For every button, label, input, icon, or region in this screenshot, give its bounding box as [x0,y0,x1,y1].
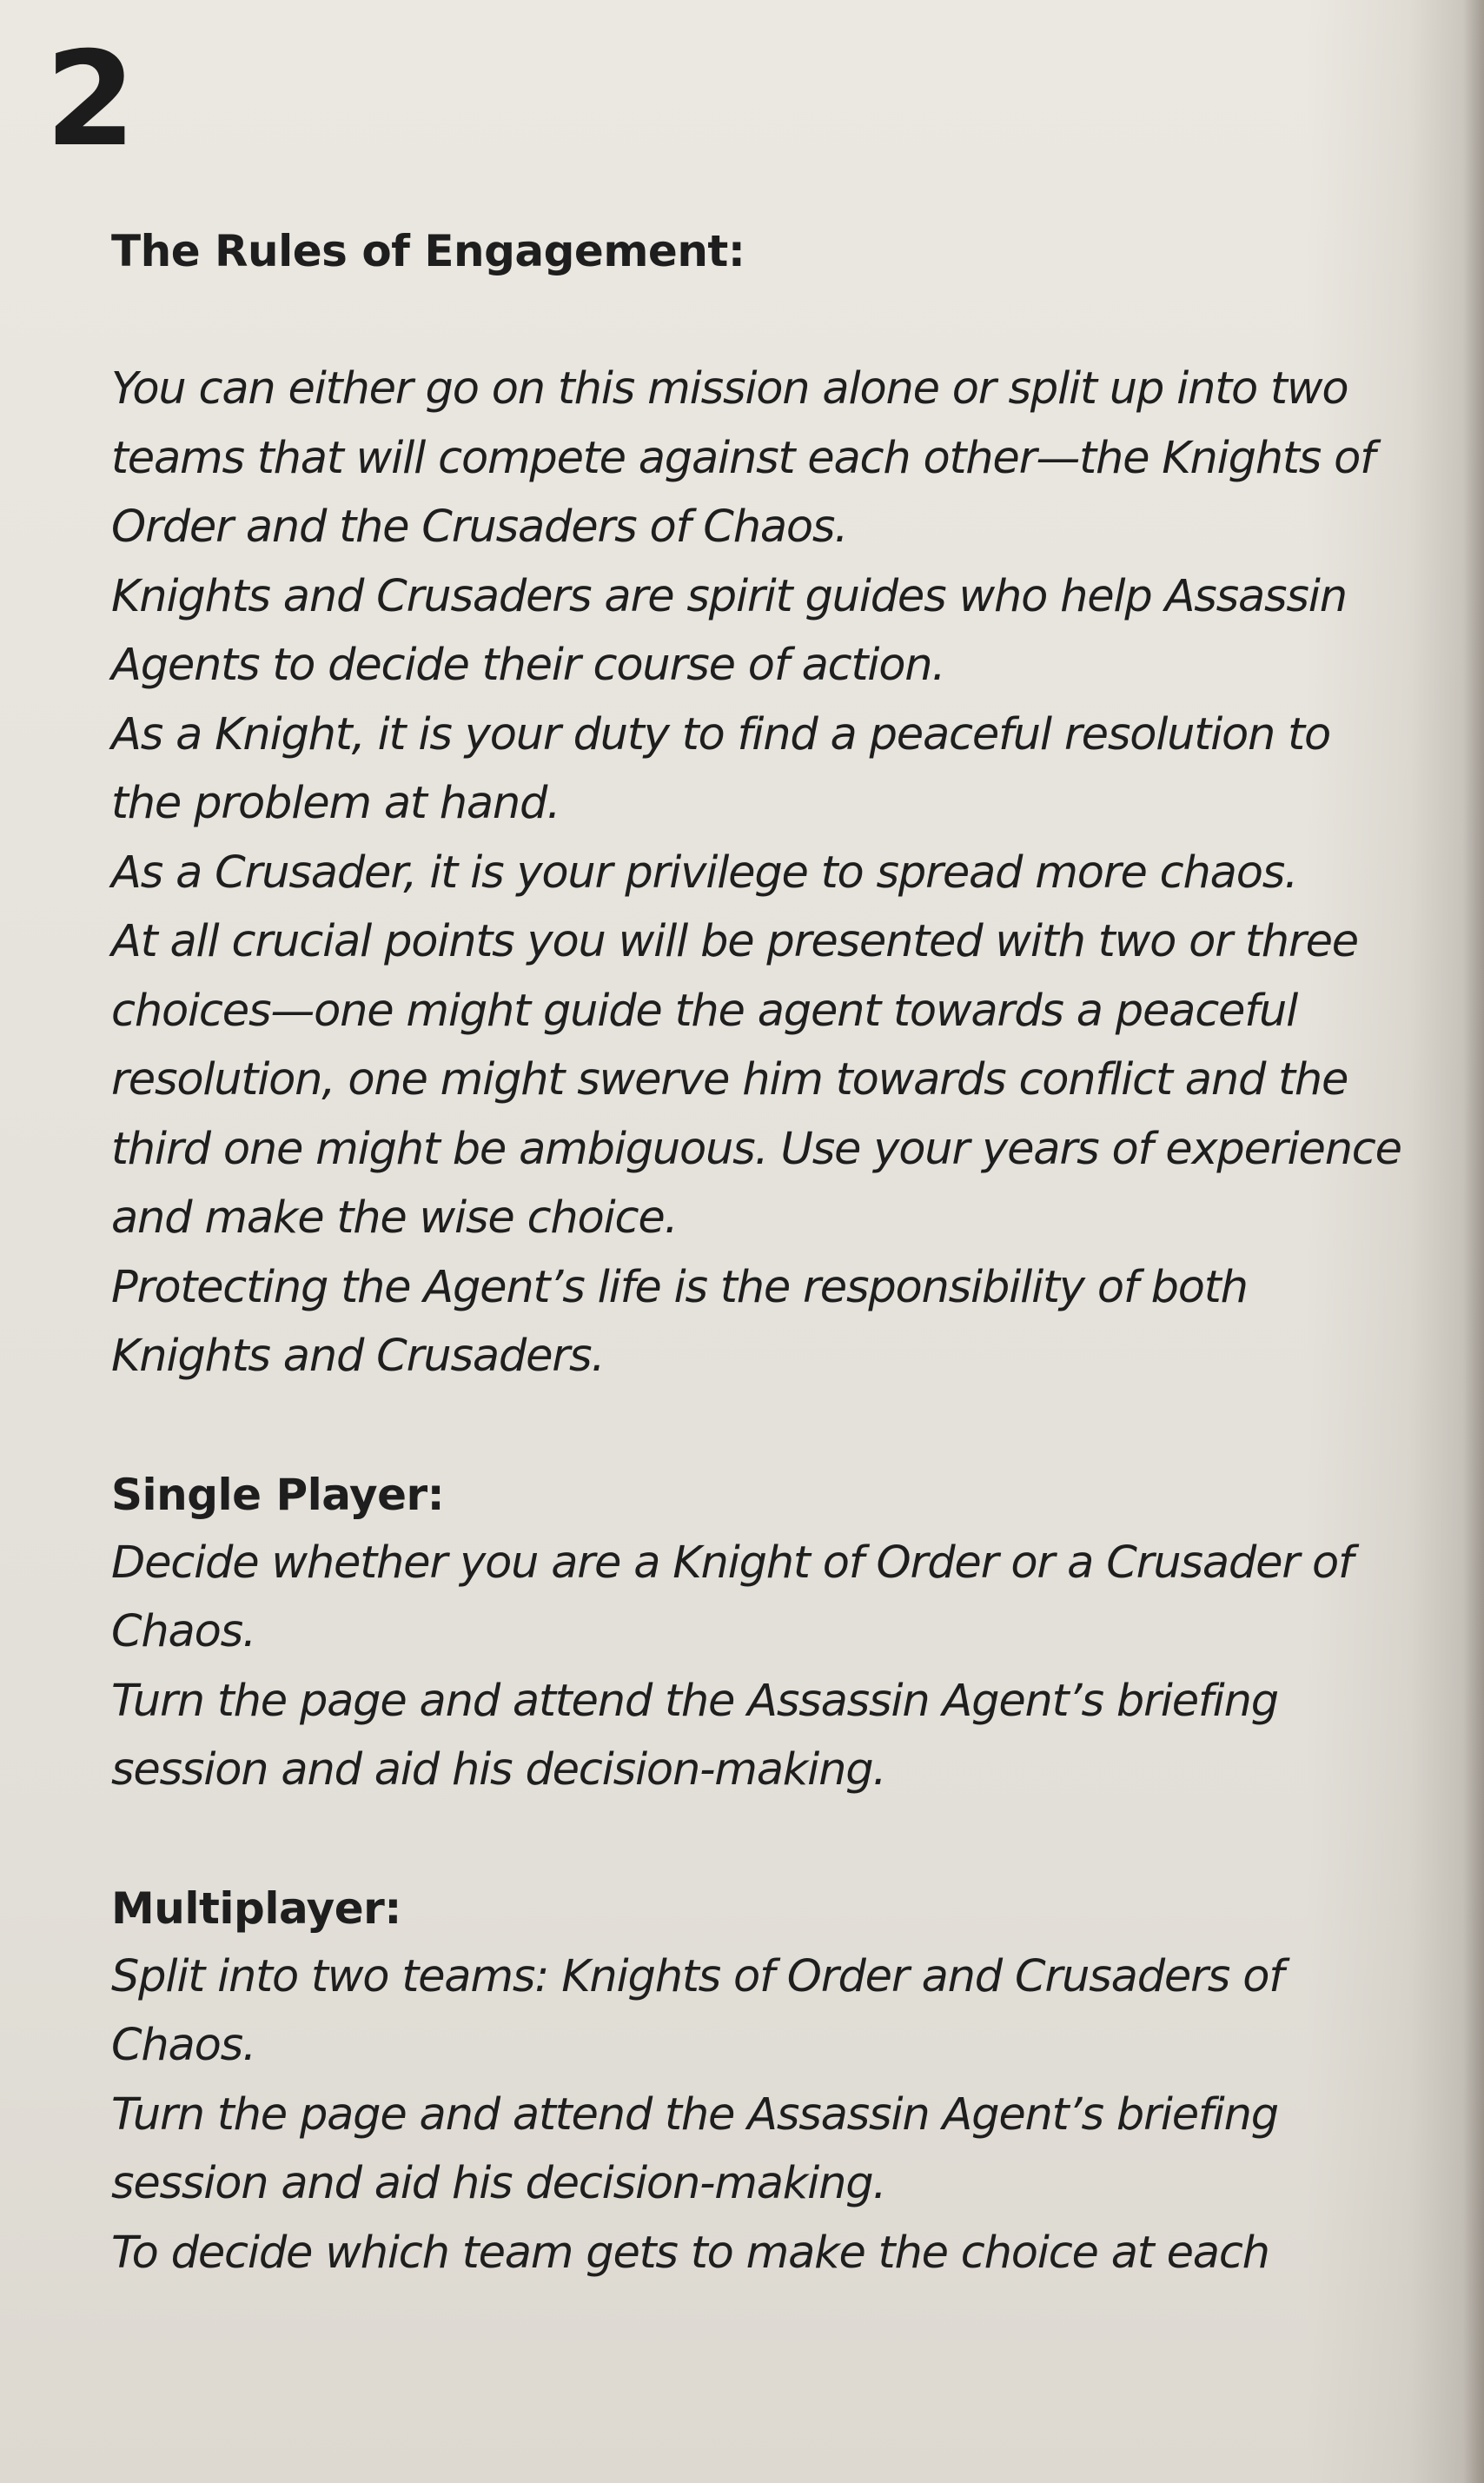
text-line: Agents to decide their course of action. [111,640,945,691]
text-line: third one might be ambiguous. Use your years of experience [111,1123,1401,1175]
text-line: session and aid his decision-making. [111,1744,886,1796]
section-rules-of-engagement [111,217,1449,1391]
page-edge-shadow [1463,0,1484,2483]
text-line: Protecting the Agent’s life is the responsibility of both [111,1261,1248,1313]
page-content [111,217,1449,2287]
text-line: Chaos. [111,1606,255,1657]
text-line: teams that will compete against each other—the Knights of [111,432,1375,484]
spacer [111,1391,1449,1461]
text-line: As a Knight, it is your duty to find a peaceful resolution to [111,708,1330,760]
text-line: As a Crusader, it is your privilege to spread more chaos. [111,846,1298,899]
spacer [111,1805,1449,1875]
text-line: the problem at hand. [111,778,560,829]
section-heading: Single Player: [111,1469,445,1520]
text-line: resolution, one might swerve him towards conflict and the [111,1054,1348,1105]
text-line: Order and the Crusaders of Chaos. [111,501,848,553]
text-line: You can either go on this mission alone or split up into two [111,363,1348,415]
section-heading: Multiplayer: [111,1882,401,1934]
text-line: Decide whether you are a Knight of Order or a Crusader of [111,1537,1353,1589]
text-line: and make the wise choice. [111,1192,678,1244]
text-line: Knights and Crusaders are spirit guides who help Assassin [111,570,1347,622]
text-line: session and aid his decision-making. [111,2158,886,2209]
section-single-player [111,1461,1449,1805]
text-line: Turn the page and attend the Assassin Agent’s briefing [111,1675,1278,1727]
spacer [111,285,1449,355]
section-multiplayer [111,1875,1449,2288]
text-line: Chaos. [111,2020,255,2071]
page-number: 2 [45,24,136,176]
text-line: To decide which team gets to make the choice at each [111,2227,1269,2279]
text-line: Knights and Crusaders. [111,1331,605,1382]
text-line: Split into two teams: Knights of Order and Crusaders of [111,1950,1283,2002]
text-line: choices—one might guide the agent towards a peaceful [111,985,1298,1037]
text-line: At all crucial points you will be presented with two or three [111,916,1358,967]
section-heading: The Rules of Engagement: [111,226,745,276]
text-line: Turn the page and attend the Assassin Agent’s briefing [111,2088,1278,2141]
